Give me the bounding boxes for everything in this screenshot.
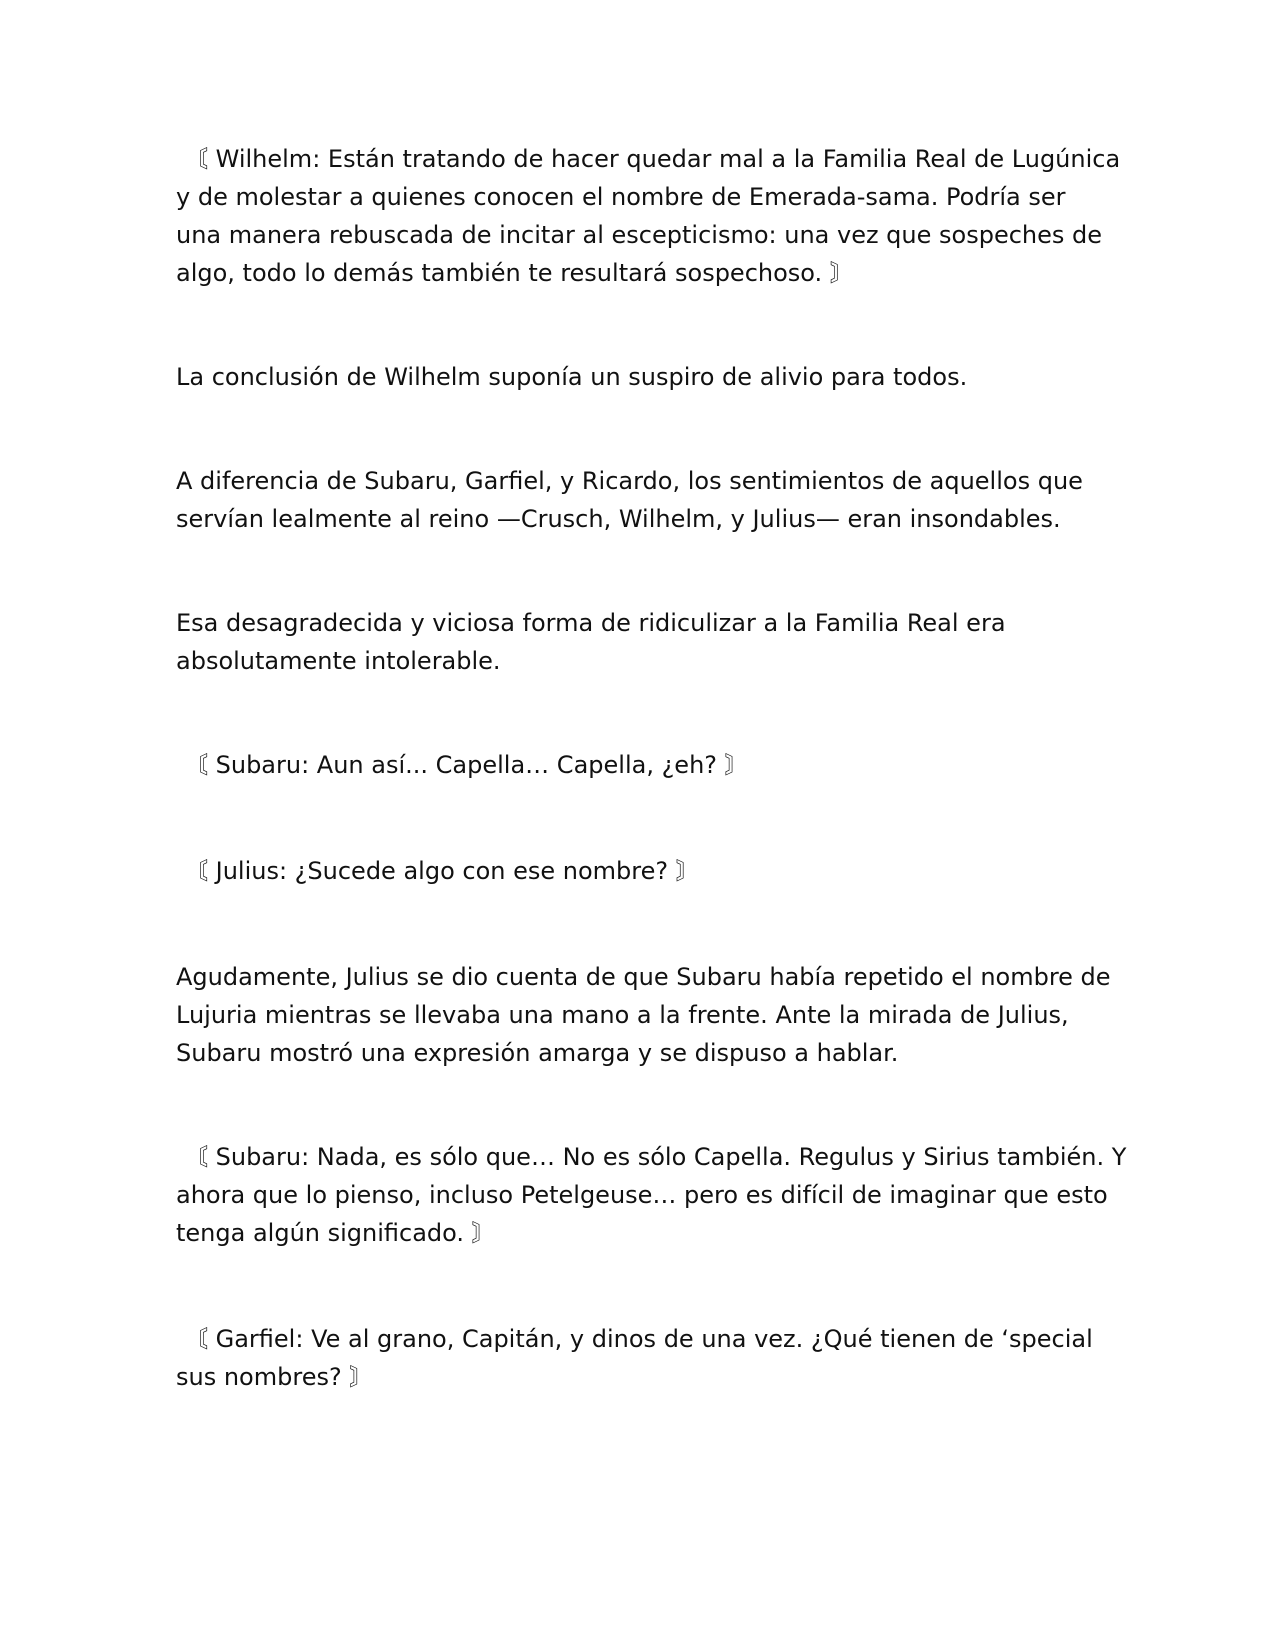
text-line: 〘 Garfiel: Ve al grano, Capitán, y dinos de una vez. ¿Qué tienen de ‘special	[184, 1325, 1093, 1353]
narration-paragraph	[176, 358, 1106, 396]
text-line: tenga algún significado. 〙	[176, 1219, 496, 1247]
dialogue-subaru	[176, 1138, 1127, 1252]
text-line: Agudamente, Julius se dio cuenta de que Subaru había repetido el nombre de	[176, 963, 1111, 991]
text-line: 〘 Julius: ¿Sucede algo con ese nombre? 〙	[184, 857, 700, 885]
text-line: sus nombres? 〙	[176, 1363, 374, 1391]
dialogue-julius	[176, 852, 1106, 890]
text-line: 〘 Subaru: Aun así... Capella… Capella, ¿eh? 〙	[184, 751, 749, 779]
text-line: una manera rebuscada de incitar al escepticismo: una vez que sospeches de	[176, 221, 1103, 249]
text-line: algo, todo lo demás también te resultará sospechoso. 〙	[176, 259, 854, 287]
dialogue-subaru	[176, 746, 1106, 784]
dialogue-garfiel	[176, 1320, 1106, 1396]
narration-paragraph	[176, 604, 1106, 680]
narration-paragraph	[176, 958, 1111, 1072]
text-line: absolutamente intolerable.	[176, 647, 501, 675]
text-line: Esa desagradecida y viciosa forma de ridiculizar a la Familia Real era	[176, 609, 1006, 637]
text-line: 〘 Wilhelm: Están tratando de hacer quedar mal a la Familia Real de Lugúnica	[184, 145, 1121, 173]
narration-paragraph	[176, 462, 1106, 538]
text-line: ahora que lo pienso, incluso Petelgeuse… pero es difícil de imaginar que esto	[176, 1181, 1108, 1209]
dialogue-wilhelm	[176, 140, 1121, 292]
text-line: Subaru mostró una expresión amarga y se dispuso a hablar.	[176, 1039, 899, 1067]
text-line: servían lealmente al reino —Crusch, Wilhelm, y Julius— eran insondables.	[176, 505, 1061, 533]
text-line: y de molestar a quienes conocen el nombre de Emerada-sama. Podría ser	[176, 183, 1066, 211]
text-line: La conclusión de Wilhelm suponía un suspiro de alivio para todos.	[176, 363, 968, 391]
text-line: 〘 Subaru: Nada, es sólo que… No es sólo Capella. Regulus y Sirius también. Y	[184, 1143, 1127, 1171]
text-line: Lujuria mientras se llevaba una mano a la frente. Ante la mirada de Julius,	[176, 1001, 1069, 1029]
text-line: A diferencia de Subaru, Garfiel, y Ricardo, los sentimientos de aquellos que	[176, 467, 1083, 495]
